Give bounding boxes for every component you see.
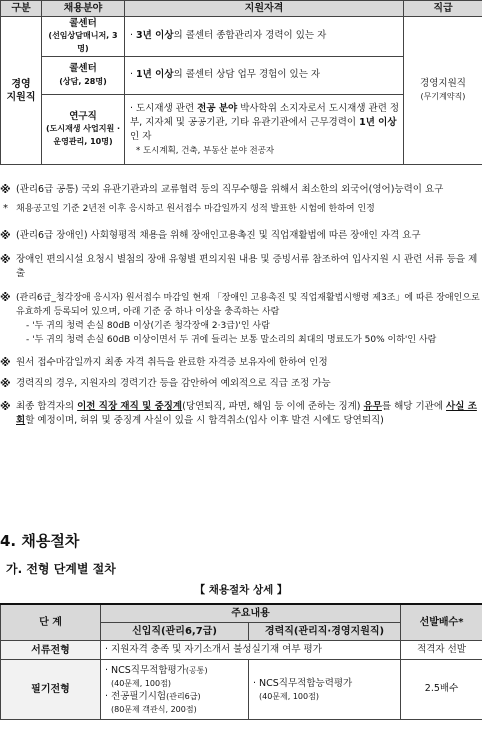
note-mark: ※	[0, 377, 11, 390]
header-new: 신입직(관리6,7급)	[101, 623, 249, 641]
note-mark: ※	[0, 356, 11, 369]
stage-cell: 서류전형	[1, 641, 101, 660]
note-text: (관리6급 장애인) 사회형평적 채용을 위해 장애인고용촉진 및 직업재활법에 따른 장애인 자격 요구	[16, 230, 421, 241]
note-mark: ※	[0, 291, 11, 304]
note-item	[0, 356, 482, 370]
section-heading: 4. 채용절차	[0, 532, 80, 550]
process-header-row	[1, 604, 482, 623]
process-row	[1, 660, 482, 720]
table-caption: 【 채용절차 상세 】	[194, 584, 288, 596]
header-stage: 단 계	[1, 604, 101, 641]
qualification-table	[0, 0, 482, 165]
field-cell: 콜센터 (상담, 28명)	[42, 57, 125, 95]
note-item	[0, 202, 482, 216]
qual-row	[1, 17, 482, 57]
note-text: 채용공고일 기준 2년전 이후 응시하고 원서접수 마감일까지 성적 발표한 시험에 한하여 인정	[16, 204, 375, 214]
qual-header-row	[1, 1, 482, 17]
note-text: (관리6급 공통) 국외 유관기관과의 교류협력 등의 직무수행을 위해서 최소한의 외국어(영어)능력이 요구	[16, 184, 444, 195]
ratio-cell: 2.5배수	[401, 660, 482, 720]
note-subitem: - '두 귀의 청력 손실 60dB 이상이면서 두 귀에 들리는 보통 말소리의 최대의 명료도가 50% 이하'인 사람	[26, 335, 437, 345]
note-mark: ※	[0, 400, 11, 413]
note-item	[0, 377, 482, 391]
note-item	[0, 229, 482, 243]
note-mark: *	[3, 203, 8, 214]
note-mark: ※	[0, 253, 11, 266]
note-text: 원서 접수마감일까지 최종 자격 취득을 완료한 자격증 보유자에 한하여 인정	[16, 357, 328, 368]
header-position: 직급	[404, 1, 482, 17]
note-mark: ※	[0, 183, 11, 196]
header-category: 구분	[1, 1, 42, 17]
subsection-heading: 가. 전형 단계별 절차	[6, 562, 116, 576]
requirement-note: * 도시계획, 건축, 부동산 분야 전공자	[136, 145, 275, 156]
requirement-cell: · 도시재생 관련 전공 분야 박사학위 소지자로서 도시재생 관련 정부, 지자체 및 공공기관, 기타 유관기관에서 근무경력이 1년 이상인 자 * 도시계획, 건축, 부동산 분야 전공자	[125, 95, 404, 165]
note-subitem: - '두 귀의 청력 손실 80dB 이상(기존 청각장애 2·3급)'인 사람	[26, 321, 270, 331]
note-mark: ※	[0, 229, 11, 242]
stage-cell: 필기전형	[1, 660, 101, 720]
note-text: 경력직의 경우, 지원자의 경력기간 등을 감안하여 예외적으로 직급 조정 가능	[16, 378, 331, 389]
notes-list	[0, 183, 482, 435]
process-row	[1, 641, 482, 660]
position-cell: 경영지원직 (무기계약직)	[404, 17, 482, 165]
category-cell: 경영 지원직	[1, 17, 42, 165]
field-cell: 연구직 (도시재생 사업지원 · 운영관리, 10명)	[42, 95, 125, 165]
content-cell: · NCS직무적합능력평가 (40문제, 100점)	[249, 660, 401, 720]
header-field: 채용분야	[42, 1, 125, 17]
note-item	[0, 400, 482, 428]
note-item	[0, 183, 482, 197]
process-table	[0, 603, 482, 720]
header-ratio: 선발배수*	[401, 604, 482, 641]
note-text: (관리6급_청각장애 응시자) 원서접수 마감일 현재 「장애인 고용촉진 및 직업재활법시행령 제3조」에 따른 장애인으로 유효하게 등록되어 있으며, 아래 기준 중 하나 이상을 충족하는 사람 - '두 귀의 청력 손실 80dB 이상(기존 청각장애 2·3급)'인 사람 - '두 귀의 청력 손실 60dB 이상이면서 두 귀에 들리는 보통 말소리의 최대의 명료도가 50% 이하'인 사람	[16, 291, 482, 347]
header-qualification: 지원자격	[125, 1, 404, 17]
note-text: 최종 합격자의 이전 직장 재직 및 중징계(당연퇴직, 파면, 해임 등 이에 준하는 징계) 유무를 해당 기관에 사실 조회할 예정이며, 허위 및 중징계 사실이 있을 시 합격취소(입사 이후 발견 시에도 당연퇴직)	[16, 401, 477, 426]
requirement-cell: · 3년 이상의 콜센터 종합관리자 경력이 있는 자	[125, 17, 404, 57]
note-item	[0, 291, 482, 347]
note-item	[0, 253, 482, 281]
content-cell: · 지원자격 충족 및 자기소개서 불성실기재 여부 평가	[101, 641, 401, 660]
requirement-cell: · 1년 이상의 콜센터 상담 업무 경험이 있는 자	[125, 57, 404, 95]
note-text: 장애인 편의시설 요청시 별첨의 장애 유형별 편의지원 내용 및 증빙서류 참조하여 입사지원 시 관련 서류 등을 제출	[16, 254, 478, 279]
ratio-cell: 적격자 선발	[401, 641, 482, 660]
field-cell: 콜센터 (선임상담매니저, 3명)	[42, 17, 125, 57]
header-exp: 경력직(관리직·경영지원직)	[249, 623, 401, 641]
content-cell: · NCS직무적합평가(공통) (40문제, 100점) · 전공필기시험(관리6급) (80문제 객관식, 200점)	[101, 660, 249, 720]
header-main: 주요내용	[101, 604, 401, 623]
